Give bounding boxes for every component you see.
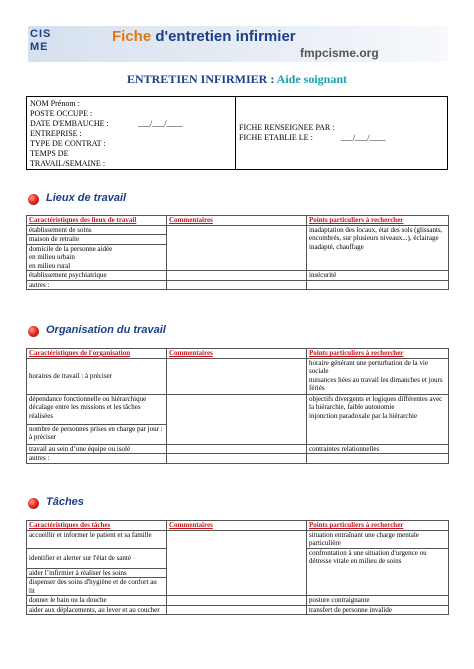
section-lieux-title: Lieux de travail bbox=[46, 192, 127, 204]
cell-commentaire[interactable] bbox=[167, 596, 307, 606]
cell-point: situation entraînant une charge mentale particulière bbox=[307, 530, 449, 548]
cell-orga: travail au sein d’une équipe ou isolé bbox=[27, 444, 167, 454]
page-title-prefix: ENTRETIEN INFIRMIER : bbox=[126, 72, 275, 86]
cell-tache: dispenser des soins d'hygiène et de confort au lit bbox=[27, 578, 167, 596]
logo-line-2: ME bbox=[30, 41, 49, 53]
section-taches-title: Tâches bbox=[46, 496, 84, 508]
cell-lieu: autres : bbox=[27, 280, 167, 290]
cell-point: inadaptation des locaux, état des sols (glissants, encombrés, sur plusieurs niveaux...), éclairage inadapté, chauffage bbox=[307, 225, 449, 271]
identity-box bbox=[26, 96, 448, 170]
cell-commentaire[interactable] bbox=[167, 444, 307, 454]
banner-title bbox=[112, 28, 296, 45]
table-row bbox=[27, 454, 449, 464]
col-header-commentaires: Commentaires bbox=[167, 349, 307, 359]
table-row bbox=[27, 530, 449, 548]
cell-point: insécurité bbox=[307, 271, 449, 281]
table-header-row bbox=[27, 216, 449, 226]
table-row bbox=[27, 394, 449, 424]
cell-point bbox=[307, 280, 449, 290]
table-row bbox=[27, 280, 449, 290]
taches-table bbox=[26, 520, 449, 615]
field-poste: POSTE OCCUPE : bbox=[30, 109, 93, 118]
cell-lieu: établissement psychiatrique bbox=[27, 271, 167, 281]
col-header-caracteristiques: Caractéristiques des tâches bbox=[27, 521, 167, 531]
cell-commentaire[interactable] bbox=[167, 271, 307, 281]
col-header-points: Points particuliers à rechercher bbox=[307, 521, 449, 531]
banner-url: fmpcisme.org bbox=[300, 46, 379, 60]
cell-commentaire[interactable] bbox=[167, 225, 307, 271]
cell-tache: accueillir et informer le patient et sa famille bbox=[27, 530, 167, 548]
field-embauche bbox=[30, 119, 230, 129]
red-bullet-icon bbox=[28, 326, 39, 337]
cell-lieu bbox=[27, 244, 167, 271]
cell-orga: autres : bbox=[27, 454, 167, 464]
field-embauche-label: DATE D'EMBAUCHE : bbox=[30, 119, 109, 128]
field-temps-2: TRAVAIL/SEMAINE : bbox=[30, 159, 106, 168]
cell-point: transfert de personne invalide bbox=[307, 605, 449, 615]
cell-line: domicile de la personne aidée bbox=[29, 244, 113, 253]
identity-left bbox=[30, 99, 230, 169]
table-row bbox=[27, 358, 449, 394]
field-etablie-label: FICHE ETABLIE LE : bbox=[239, 133, 313, 142]
cell-point: horaire générant une perturbation de la vie sociale nuisances liées au travail les dimanches et jours fériés bbox=[307, 358, 449, 394]
cell-line: en milieu urbain bbox=[29, 253, 75, 261]
cell-commentaire[interactable] bbox=[167, 358, 307, 394]
col-header-caracteristiques: Caractéristiques de l'organisation bbox=[27, 349, 167, 359]
col-header-points: Points particuliers à rechercher bbox=[307, 216, 449, 226]
table-row bbox=[27, 444, 449, 454]
cell-lieu: établissement de soins bbox=[27, 225, 167, 235]
cell-point: objectifs divergents et logiques différentes avec la hiérarchie, faible autonomie injonction paradoxale par la hiérarchie bbox=[307, 394, 449, 444]
cell-orga: dépendance fonctionnelle ou hiérarchique décalage entre les missions et les tâches réalisées bbox=[27, 394, 167, 424]
cell-commentaire[interactable] bbox=[167, 530, 307, 596]
col-header-commentaires: Commentaires bbox=[167, 216, 307, 226]
cell-orga: nombre de personnes prises en charge par jour : à préciser bbox=[27, 424, 167, 444]
cell-tache: donner le bain ou la douche bbox=[27, 596, 167, 606]
identity-divider bbox=[235, 97, 236, 169]
field-etablie-date: ___/___/____ bbox=[341, 133, 386, 142]
cell-commentaire[interactable] bbox=[167, 605, 307, 615]
cell-point: confrontation à une situation d'urgence ou détresse vitale en milieu de soins bbox=[307, 548, 449, 596]
page-title-subtitle: Aide soignant bbox=[276, 72, 348, 86]
field-etablie bbox=[239, 133, 444, 143]
table-row bbox=[27, 605, 449, 615]
cell-tache: aider l’infirmier à réaliser les soins bbox=[27, 568, 167, 578]
field-renseignee: FICHE RENSEIGNEE PAR : bbox=[239, 123, 335, 132]
cisme-logo bbox=[30, 29, 70, 59]
red-bullet-icon bbox=[28, 194, 39, 205]
cell-point: posture contraignante bbox=[307, 596, 449, 606]
col-header-caracteristiques: Caractéristiques des lieux de travail bbox=[27, 216, 167, 226]
cell-tache: identifier et alerter sur l'état de santé bbox=[27, 548, 167, 568]
field-nom: NOM Prénom : bbox=[30, 99, 80, 108]
cell-tache: aider aux déplacements, au lever et au coucher bbox=[27, 605, 167, 615]
lieux-table bbox=[26, 215, 449, 290]
red-bullet-icon bbox=[28, 498, 39, 509]
field-entreprise: ENTREPRISE : bbox=[30, 129, 82, 138]
col-header-commentaires: Commentaires bbox=[167, 521, 307, 531]
field-embauche-date: ___/___/____ bbox=[138, 119, 183, 128]
cell-commentaire[interactable] bbox=[167, 280, 307, 290]
orga-table bbox=[26, 348, 449, 464]
table-row bbox=[27, 271, 449, 281]
table-row bbox=[27, 596, 449, 606]
cell-point: contraintes relationnelles bbox=[307, 444, 449, 454]
banner-title-rest: d'entretien infirmier bbox=[155, 28, 296, 45]
table-row bbox=[27, 225, 449, 235]
cell-lieu: maison de retraite bbox=[27, 235, 167, 245]
cell-commentaire[interactable] bbox=[167, 394, 307, 444]
banner-title-accent: Fiche bbox=[112, 28, 152, 45]
cell-commentaire[interactable] bbox=[167, 454, 307, 464]
page-title bbox=[0, 72, 474, 87]
field-contrat: TYPE DE CONTRAT : bbox=[30, 139, 106, 148]
table-header-row bbox=[27, 349, 449, 359]
cell-point bbox=[307, 454, 449, 464]
cell-orga: horaires de travail : à préciser bbox=[27, 358, 167, 394]
cell-line: en milieu rural bbox=[29, 261, 71, 270]
logo-line-1: CIS bbox=[30, 28, 52, 40]
col-header-points: Points particuliers à rechercher bbox=[307, 349, 449, 359]
field-temps-1: TEMPS DE bbox=[30, 149, 69, 158]
section-orga-title: Organisation du travail bbox=[46, 324, 166, 336]
table-header-row bbox=[27, 521, 449, 531]
identity-right bbox=[239, 123, 444, 143]
